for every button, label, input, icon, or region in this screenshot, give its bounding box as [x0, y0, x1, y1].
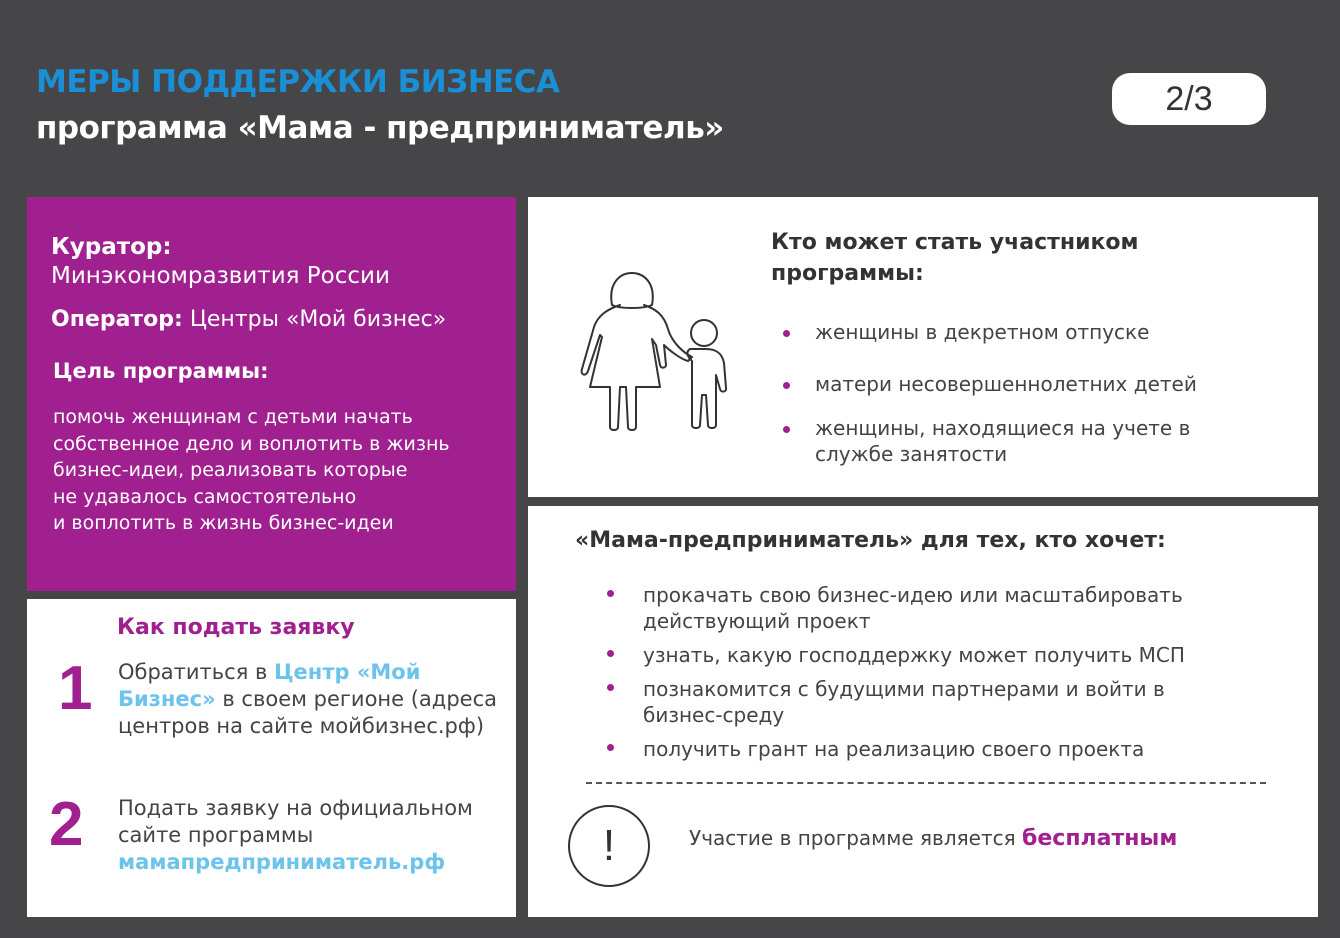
goal-label: Цель программы: [53, 359, 269, 383]
how-to-apply-title: Как подать заявку [117, 615, 355, 640]
page-subtitle: программа «Мама - предприниматель» [36, 110, 724, 146]
list-item: узнать, какую господдержку может получить МСП [643, 642, 1263, 668]
how-to-apply-panel [27, 599, 516, 917]
bullet-icon [607, 684, 614, 691]
curator-value: Минэкономразвития России [51, 263, 390, 289]
who-list [815, 319, 1275, 493]
curator-label: Куратор: [51, 234, 172, 260]
bullet-icon [783, 426, 790, 433]
program-site-link[interactable]: мамапредприниматель.рф [118, 850, 446, 874]
step-1-text: Обратиться в Центр «Мой Бизнес» в своем регионе (адреса центров на сайте мойбизнес.рф) [118, 660, 497, 738]
exclamation-icon: ! [568, 805, 650, 887]
list-item: познакомится с будущими партнерами и войти в бизнес-среду [643, 676, 1263, 728]
bullet-icon [607, 744, 614, 751]
program-info-panel [27, 197, 516, 591]
operator-label: Оператор: [51, 307, 183, 332]
who-can-participate-panel [528, 197, 1318, 497]
who-title: Кто может стать участником программы: [771, 230, 1139, 286]
list-item: получить грант на реализацию своего проекта [643, 736, 1263, 762]
bullet-icon [607, 590, 614, 597]
step-1-number: 1 [58, 654, 93, 723]
benefits-panel [528, 506, 1318, 917]
moi-biznes-link[interactable]: Центр «Мой Бизнес» [118, 660, 421, 711]
free-emphasis: бесплатным [1022, 826, 1178, 851]
list-item: прокачать свою бизнес-идею или масштабировать действующий проект [643, 582, 1263, 634]
dashed-divider [586, 782, 1266, 784]
page-indicator: 2/3 [1112, 73, 1266, 125]
operator-value: Центры «Мой бизнес» [182, 307, 447, 332]
list-item: женщины, находящиеся на учете в службе занятости [815, 415, 1275, 467]
operator-row [51, 307, 446, 332]
list-item: женщины в декретном отпуске [815, 319, 1275, 345]
bullet-icon [783, 382, 790, 389]
step-2-number: 2 [49, 790, 84, 859]
bullet-icon [607, 650, 614, 657]
mother-child-icon [580, 269, 740, 435]
free-participation-notice: Участие в программе является бесплатным [689, 826, 1178, 851]
page-title: МЕРЫ ПОДДЕРЖКИ БИЗНЕСА [36, 64, 560, 100]
list-item: матери несовершеннолетних детей [815, 371, 1275, 397]
bullet-icon [783, 330, 790, 337]
step-2-text: Подать заявку на официальном сайте программы мамапредприниматель.рф [118, 796, 473, 874]
goal-text: помочь женщинам с детьми начать собственное дело и воплотить в жизнь бизнес-идеи, реализовать которые не удавалось самостоятельно и воплотить в жизнь бизнес-идеи [53, 406, 450, 534]
benefits-title: «Мама-предприниматель» для тех, кто хочет: [575, 528, 1166, 553]
benefits-list [643, 582, 1263, 770]
